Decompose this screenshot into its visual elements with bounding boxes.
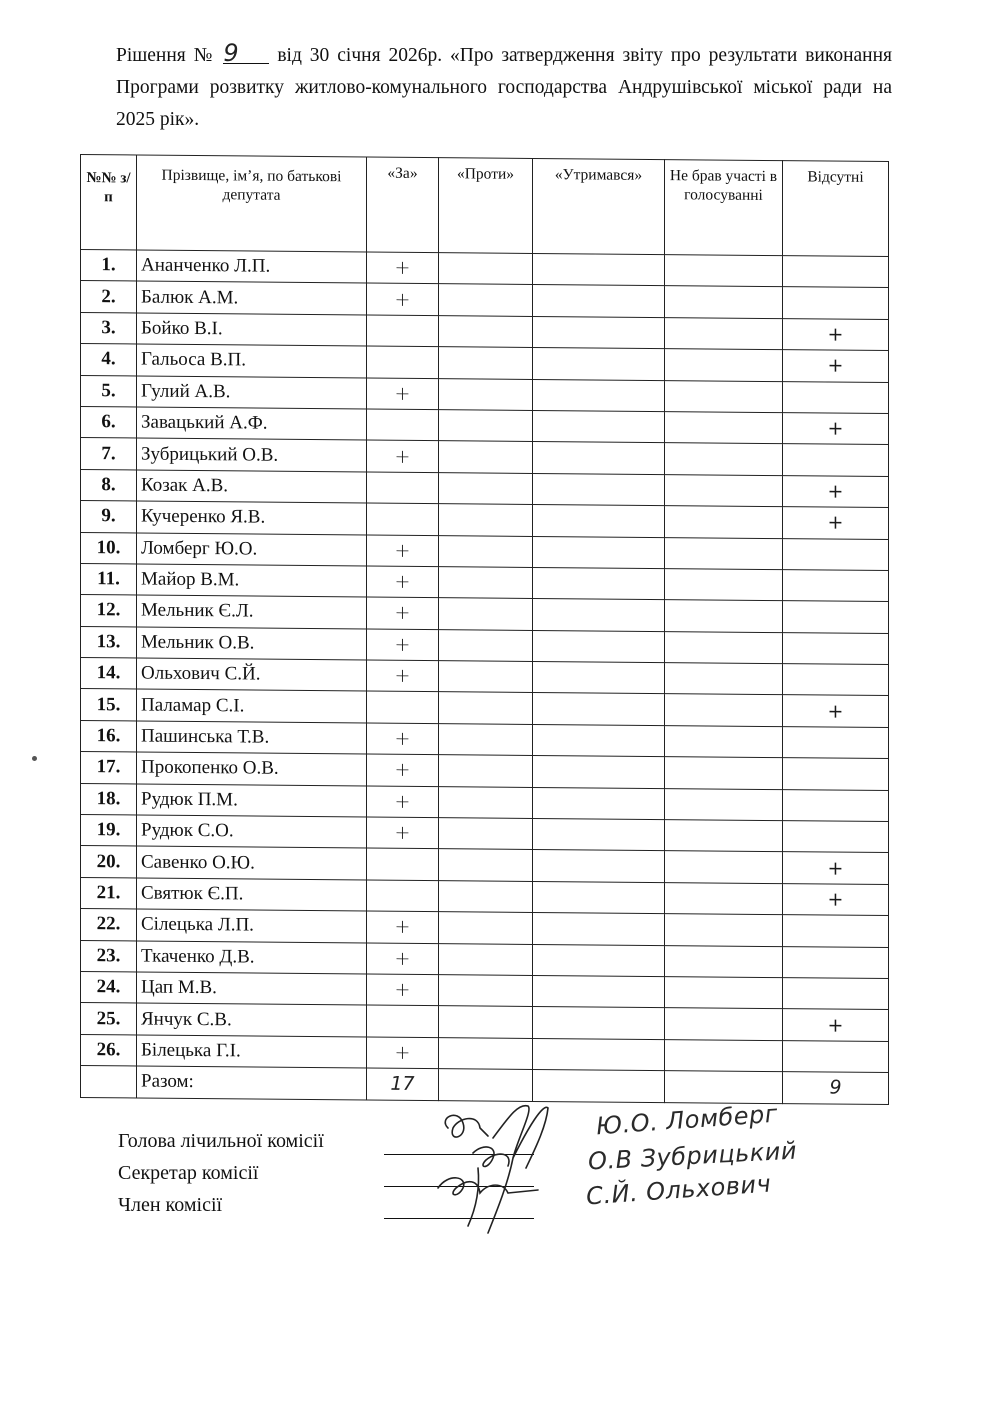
not-voted-cell (665, 443, 783, 475)
vote-against-cell (439, 849, 533, 881)
absent-mark: + (783, 413, 889, 445)
absent-mark: + (783, 883, 889, 915)
row-num: 18. (81, 783, 137, 815)
not-voted-cell (665, 977, 783, 1009)
vote-against-cell (439, 723, 533, 755)
absent-mark (783, 444, 889, 476)
signature-block (118, 1099, 878, 1270)
deputy-name: Майор В.М. (137, 564, 367, 597)
vote-abstained-cell (533, 253, 665, 286)
deputy-name: Сілецька Л.П. (137, 909, 367, 942)
vote-abstained-cell (533, 1007, 665, 1040)
deputy-name: Цап М.В. (137, 972, 367, 1005)
not-voted-cell (665, 631, 783, 663)
header-against: «Проти» (439, 158, 533, 254)
row-num: 13. (81, 626, 137, 658)
vote-abstained-cell (533, 442, 665, 475)
vote-for-mark: + (367, 723, 439, 755)
vote-abstained-cell (533, 975, 665, 1008)
vote-abstained-cell (533, 756, 665, 789)
vote-for-mark: + (367, 1037, 439, 1069)
handwritten-signatures (418, 1098, 588, 1248)
absent-mark (783, 915, 889, 947)
vote-against-cell (439, 535, 533, 567)
vote-against-cell (439, 472, 533, 504)
row-num: 24. (81, 971, 137, 1003)
vote-against-cell (439, 912, 533, 944)
vote-for-mark (367, 848, 439, 880)
decision-number: 9 (223, 43, 269, 64)
voting-table (80, 154, 889, 1105)
header-not-voted: Не брав участі в голосуванні (665, 160, 783, 256)
not-voted-cell (665, 380, 783, 412)
scan-speck (32, 756, 37, 761)
deputy-name: Мельник Є.Л. (137, 595, 367, 628)
not-voted-cell (665, 945, 783, 977)
row-num: 16. (81, 720, 137, 752)
absent-mark (783, 664, 889, 696)
deputy-name: Гулий А.В. (137, 376, 367, 409)
vote-abstained-cell (533, 850, 665, 883)
not-voted-cell (665, 537, 783, 569)
not-voted-cell (665, 600, 783, 632)
absent-mark (783, 821, 889, 853)
vote-for-mark: + (367, 440, 439, 472)
member-name: С.Й. Ольхович (585, 1169, 773, 1211)
not-voted-cell (665, 1039, 783, 1071)
not-voted-cell (665, 851, 783, 883)
secretary-label: Секретар комісії (118, 1162, 259, 1184)
not-voted-cell (665, 788, 783, 820)
vote-abstained-cell (533, 599, 665, 632)
deputy-name: Янчук С.В. (137, 1003, 367, 1036)
row-num: 1. (81, 250, 137, 282)
deputy-name: Мельник О.В. (137, 627, 367, 660)
not-voted-cell (665, 474, 783, 506)
absent-mark: + (783, 1009, 889, 1041)
absent-mark: + (783, 318, 889, 350)
member-label: Член комісії (118, 1194, 223, 1216)
vote-abstained-cell (533, 348, 665, 381)
total-for: 17 (367, 1068, 439, 1100)
vote-abstained-cell (533, 536, 665, 569)
deputy-name: Ломберг Ю.О. (137, 533, 367, 566)
absent-mark (783, 978, 889, 1010)
vote-abstained-cell (533, 567, 665, 600)
vote-for-mark: + (367, 566, 439, 598)
row-num: 17. (81, 752, 137, 784)
absent-mark: + (783, 350, 889, 382)
row-num: 8. (81, 469, 137, 501)
vote-for-mark: + (367, 629, 439, 661)
row-num: 5. (81, 375, 137, 407)
deputy-name: Паламар С.І. (137, 689, 367, 722)
not-voted-cell (665, 349, 783, 381)
decision-heading (116, 40, 892, 136)
vote-abstained-cell (533, 881, 665, 914)
total-num-cell (81, 1066, 137, 1098)
not-voted-cell (665, 506, 783, 538)
vote-against-cell (439, 284, 533, 316)
absent-mark (783, 946, 889, 978)
vote-against-cell (439, 661, 533, 693)
vote-against-cell (439, 410, 533, 442)
vote-for-mark (367, 1005, 439, 1037)
row-num: 22. (81, 909, 137, 941)
vote-abstained-cell (533, 944, 665, 977)
row-num: 11. (81, 563, 137, 595)
decision-prefix: Рішення № (116, 45, 216, 66)
deputy-name: Савенко О.Ю. (137, 846, 367, 879)
row-num: 20. (81, 846, 137, 878)
vote-against-cell (439, 692, 533, 724)
vote-for-mark: + (367, 786, 439, 818)
absent-mark: + (783, 695, 889, 727)
header-for: «За» (367, 157, 439, 253)
vote-for-mark (367, 691, 439, 723)
total-not-voted (665, 1071, 783, 1103)
deputy-name: Рудюк С.О. (137, 815, 367, 848)
vote-against-cell (439, 1037, 533, 1069)
absent-mark: + (783, 852, 889, 884)
deputy-name: Білецька Г.І. (137, 1035, 367, 1068)
row-num: 3. (81, 312, 137, 344)
vote-abstained-cell (533, 630, 665, 663)
vote-against-cell (439, 880, 533, 912)
vote-against-cell (439, 378, 533, 410)
header-num: №№ з/п (81, 155, 137, 250)
vote-for-mark: + (367, 911, 439, 943)
absent-mark (783, 632, 889, 664)
absent-mark (783, 726, 889, 758)
vote-for-mark: + (367, 597, 439, 629)
vote-against-cell (439, 943, 533, 975)
vote-against-cell (439, 567, 533, 599)
vote-for-mark: + (367, 943, 439, 975)
deputy-name: Зубрицький О.В. (137, 438, 367, 471)
absent-mark (783, 256, 889, 288)
row-num: 14. (81, 658, 137, 690)
vote-against-cell (439, 755, 533, 787)
header-name: Прізвище, ім’я, по батькові депутата (137, 155, 367, 252)
not-voted-cell (665, 1008, 783, 1040)
absent-mark (783, 538, 889, 570)
vote-for-mark: + (367, 378, 439, 410)
not-voted-cell (665, 412, 783, 444)
not-voted-cell (665, 286, 783, 318)
deputy-name: Прокопенко О.В. (137, 752, 367, 785)
row-num: 21. (81, 877, 137, 909)
vote-for-mark (367, 409, 439, 441)
not-voted-cell (665, 914, 783, 946)
vote-abstained-cell (533, 818, 665, 851)
absent-mark (783, 381, 889, 413)
absent-mark (783, 789, 889, 821)
not-voted-cell (665, 569, 783, 601)
header-absent: Відсутні (783, 161, 889, 257)
deputy-name: Ольхович С.Й. (137, 658, 367, 691)
vote-against-cell (439, 504, 533, 536)
row-num: 15. (81, 689, 137, 721)
row-num: 23. (81, 940, 137, 972)
vote-against-cell (439, 598, 533, 630)
not-voted-cell (665, 694, 783, 726)
absent-mark (783, 1040, 889, 1072)
not-voted-cell (665, 663, 783, 695)
vote-abstained-cell (533, 505, 665, 538)
not-voted-cell (665, 317, 783, 349)
vote-against-cell (439, 629, 533, 661)
absent-mark (783, 758, 889, 790)
vote-abstained-cell (533, 913, 665, 946)
table-header-row (81, 155, 889, 257)
deputy-name: Гальоса В.П. (137, 344, 367, 377)
row-num: 9. (81, 501, 137, 533)
vote-against-cell (439, 441, 533, 473)
vote-for-mark (367, 472, 439, 504)
deputy-name: Кучеренко Я.В. (137, 501, 367, 534)
vote-for-mark (367, 346, 439, 378)
vote-abstained-cell (533, 473, 665, 506)
secretary-name: О.В Зубрицький (587, 1136, 798, 1176)
row-num: 2. (81, 281, 137, 313)
deputy-name: Балюк А.М. (137, 281, 367, 314)
not-voted-cell (665, 255, 783, 287)
row-num: 12. (81, 595, 137, 627)
vote-abstained-cell (533, 410, 665, 443)
vote-abstained-cell (533, 724, 665, 757)
vote-for-mark: + (367, 535, 439, 567)
deputy-name: Ананченко Л.П. (137, 250, 367, 283)
total-against (439, 1069, 533, 1101)
vote-abstained-cell (533, 662, 665, 695)
decision-text: від 30 січня 2026р. «Про затвердження звіту про результати виконання Програми розвитку житлово-комунального господарства Андрушівської міської ради на 2025 рік». (116, 45, 893, 130)
row-num: 4. (81, 344, 137, 376)
vote-for-mark (367, 315, 439, 347)
not-voted-cell (665, 882, 783, 914)
vote-for-mark: + (367, 660, 439, 692)
absent-mark (783, 287, 889, 319)
row-num: 7. (81, 438, 137, 470)
vote-for-mark (367, 880, 439, 912)
vote-for-mark: + (367, 817, 439, 849)
vote-for-mark: + (367, 754, 439, 786)
row-num: 10. (81, 532, 137, 564)
deputy-name: Бойко В.І. (137, 313, 367, 346)
vote-for-mark: + (367, 252, 439, 284)
vote-against-cell (439, 975, 533, 1007)
vote-for-mark: + (367, 283, 439, 315)
vote-for-mark (367, 503, 439, 535)
vote-for-mark: + (367, 974, 439, 1006)
row-num: 26. (81, 1034, 137, 1066)
not-voted-cell (665, 757, 783, 789)
deputy-name: Рудюк П.М. (137, 784, 367, 817)
header-abstained: «Утримався» (533, 158, 665, 254)
deputy-name: Ткаченко Д.В. (137, 941, 367, 974)
row-num: 19. (81, 815, 137, 847)
absent-mark (783, 570, 889, 602)
vote-abstained-cell (533, 693, 665, 726)
chair-name: Ю.О. Ломберг (595, 1099, 779, 1141)
total-absent: 9 (783, 1072, 889, 1104)
absent-mark (783, 601, 889, 633)
absent-mark: + (783, 507, 889, 539)
vote-against-cell (439, 253, 533, 285)
vote-against-cell (439, 315, 533, 347)
chair-label: Голова лічильної комісії (118, 1130, 324, 1152)
vote-abstained-cell (533, 379, 665, 412)
deputy-name: Пашинська Т.В. (137, 721, 367, 754)
row-num: 6. (81, 406, 137, 438)
not-voted-cell (665, 820, 783, 852)
vote-abstained-cell (533, 285, 665, 318)
vote-abstained-cell (533, 1038, 665, 1071)
vote-abstained-cell (533, 787, 665, 820)
vote-against-cell (439, 347, 533, 379)
deputy-name: Козак А.В. (137, 470, 367, 503)
row-num: 25. (81, 1003, 137, 1035)
vote-abstained-cell (533, 316, 665, 349)
total-label: Разом: (137, 1066, 367, 1099)
vote-against-cell (439, 818, 533, 850)
deputy-name: Святюк Є.П. (137, 878, 367, 911)
vote-against-cell (439, 786, 533, 818)
deputy-name: Завацький А.Ф. (137, 407, 367, 440)
vote-against-cell (439, 1006, 533, 1038)
absent-mark: + (783, 475, 889, 507)
not-voted-cell (665, 725, 783, 757)
